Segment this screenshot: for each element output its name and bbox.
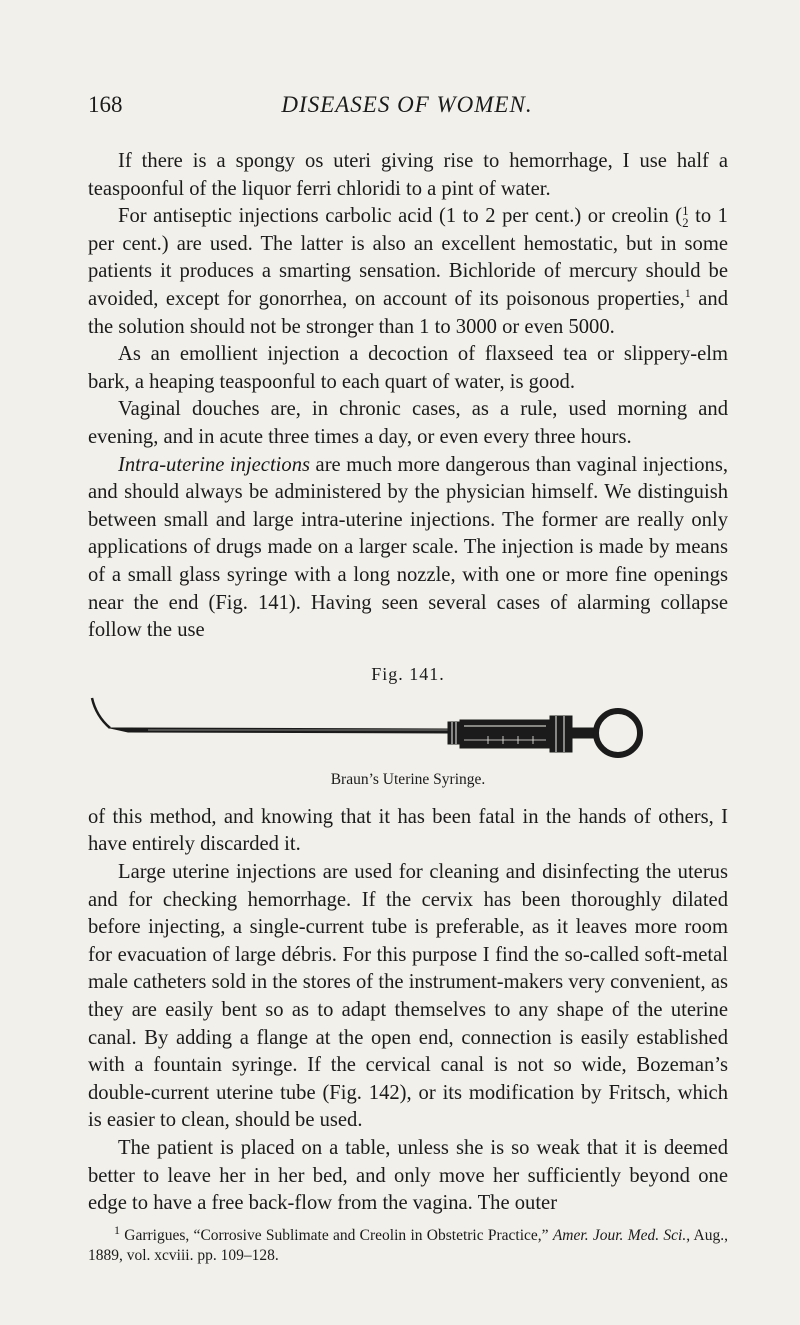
paragraph: Intra-uterine injections are much more dangerous than vaginal injections, and should always be administered by the physician himself. We distinguish between small and large intra-uterine injections. The former are really only applications of drugs made on a larger scale. The injection is made by means of a small glass syringe with a long nozzle, with one or more fine openings near the end (Fig. 141). Having seen several cases of alarming collapse follow the use: [88, 453, 728, 642]
footnote-ref: 1: [684, 286, 691, 301]
figure-141: [88, 661, 728, 794]
fraction: 1 2: [682, 203, 689, 231]
emphasis: Intra-uterine injections: [118, 453, 310, 476]
paragraph: Vaginal douches are, in chronic cases, as a rule, used morning and evening, and in acute three times a day, or even every three hours.: [88, 398, 728, 448]
paragraph: Large uterine injections are used for cleaning and disinfecting the uterus and for checking hemorrhage. If the cervix has been thoroughly dilated before injecting, a single-current tube is preferable, as it leaves more room for evacuation of large débris. For this purpose I find the so-called soft-metal male catheters sold in the stores of the instrument-makers very convenient, as they are easily bent so as to adapt themselves to any shape of the uterine canal. By adding a flange at the open end, connection is easily established with a fountain syringe. If the cervical canal is not so wide, Bozeman’s double-current uterine tube (Fig. 142), or its modification by Fritsch, which is easier to clean, should be used.: [88, 861, 728, 1132]
syringe-illustration: [88, 696, 728, 760]
journal-title: Amer. Jour. Med. Sci.: [552, 1226, 687, 1244]
figure-caption: Braun’s Uterine Syringe.: [330, 771, 486, 789]
footnote-mark: 1: [114, 1222, 120, 1237]
page-header: [88, 92, 726, 122]
paragraph: of this method, and knowing that it has been fatal in the hands of others, I have entirely discarded it.: [88, 805, 728, 856]
paragraph: As an emollient injection a decoction of flaxseed tea or slippery-elm bark, a heaping teaspoonful to each quart of water, is good.: [88, 343, 728, 393]
page-number: 168: [88, 92, 123, 117]
running-head: DISEASES OF WOMEN.: [281, 92, 533, 117]
footnote: $^1$ Garrigues, “Corrosive Sublimate and Creolin in Obstetric Practice,” Amer. Jour. Med. Sci., Aug., 1889, vol. xcviii. pp. 109–128.: [88, 1222, 728, 1264]
paragraph: If there is a spongy os uteri giving rise to hemorrhage, I use half a teaspoonful of the liquor ferri chloridi to a pint of water.: [88, 150, 728, 200]
page-body: [88, 148, 728, 1266]
figure-label: Fig. 141.: [371, 663, 445, 684]
paragraph: For antiseptic injections carbolic acid (1 to 2 per cent.) or creolin (1 2 to 1 per cent.) are used. The latter is also an excellent hemostatic, but in some patients it produces a smarting sensation. Bichloride of mercury should be avoided, except for gonorrhea, on account of its poisonous properties,$^1$ and the solution should not be stronger than 1 to 3000 or even 5000.: [88, 203, 728, 338]
paragraph: The patient is placed on a table, unless she is so weak that it is deemed better to leave her in her bed, and only move her sufficiently beyond one edge to have a free back-flow from the vagina. The outer: [88, 1137, 728, 1215]
